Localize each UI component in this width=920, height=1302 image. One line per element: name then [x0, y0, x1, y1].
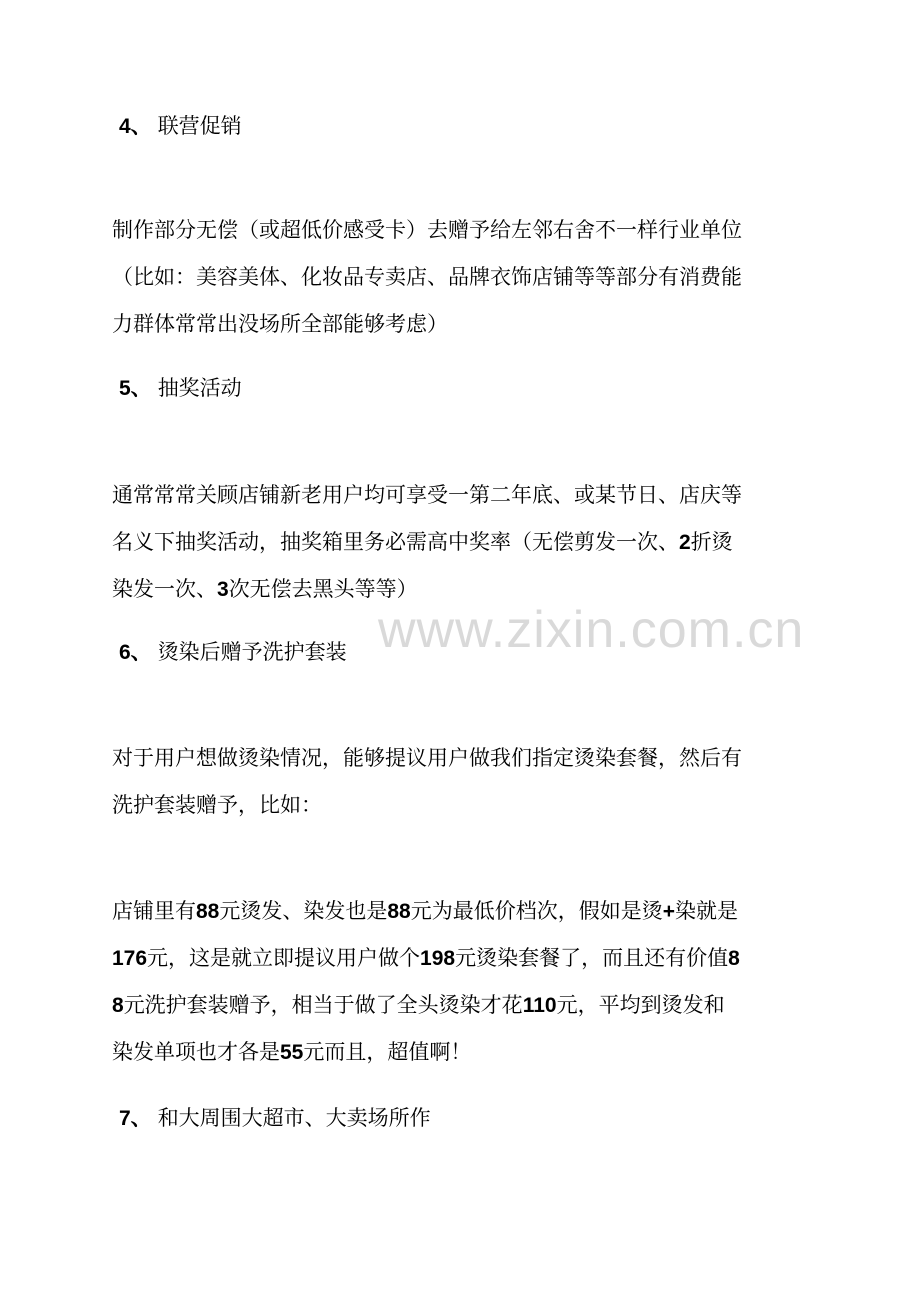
paragraph-line: 通常常常关顾店铺新老用户均可享受一第二年底、或某节日、店庆等: [112, 483, 742, 507]
watermark: www.zixin.com.cn: [378, 601, 805, 659]
paragraph-section-6: [112, 735, 742, 829]
paragraph-line: 力群体常常出没场所全部能够考虑）: [112, 312, 448, 336]
paragraph-line: 染发单项也才各是55元而且，超值啊！: [112, 1040, 472, 1064]
section-number: 5、: [119, 377, 152, 400]
section-number: 6、: [119, 641, 152, 664]
paragraph-line: 洗护套装赠予，比如：: [112, 793, 322, 817]
section-title: 烫染后赠予洗护套装: [157, 640, 347, 664]
paragraph-line: 176元，这是就立即提议用户做个198元烫染套餐了，而且还有价值8: [112, 946, 740, 970]
section-title: 抽奖活动: [157, 376, 242, 400]
paragraph-line: 染发一次、3次无偿去黑头等等）: [112, 577, 418, 601]
section-title: 联营促销: [157, 114, 242, 138]
paragraph-line: 8元洗护套装赠予，相当于做了全头烫染才花110元，平均到烫发和: [112, 993, 725, 1017]
section-title: 和大周围大超市、大卖场所作: [157, 1106, 431, 1130]
section-number: 4、: [119, 115, 152, 138]
paragraph-line: 制作部分无偿（或超低价感受卡）去赠予给左邻右舍不一样行业单位: [112, 218, 742, 242]
paragraph-section-4: [112, 207, 742, 348]
section-number: 7、: [119, 1107, 152, 1130]
paragraph-section-5: [112, 472, 742, 613]
paragraph-line: 店铺里有88元烫发、染发也是88元为最低价档次，假如是烫+染就是: [112, 899, 738, 923]
paragraph-line: 对于用户想做烫染情况，能够提议用户做我们指定烫染套餐，然后有: [112, 746, 742, 770]
section-heading-7: [119, 1104, 431, 1133]
paragraph-section-6-example: [112, 888, 740, 1076]
paragraph-line: 名义下抽奖活动，抽奖箱里务必需高中奖率（无偿剪发一次、2折烫: [112, 530, 733, 554]
section-heading-5: [119, 374, 242, 403]
section-heading-6: [119, 638, 347, 667]
section-heading-4: [119, 112, 242, 141]
paragraph-line: （比如：美容美体、化妆品专卖店、品牌衣饰店铺等等部分有消费能: [112, 265, 742, 289]
